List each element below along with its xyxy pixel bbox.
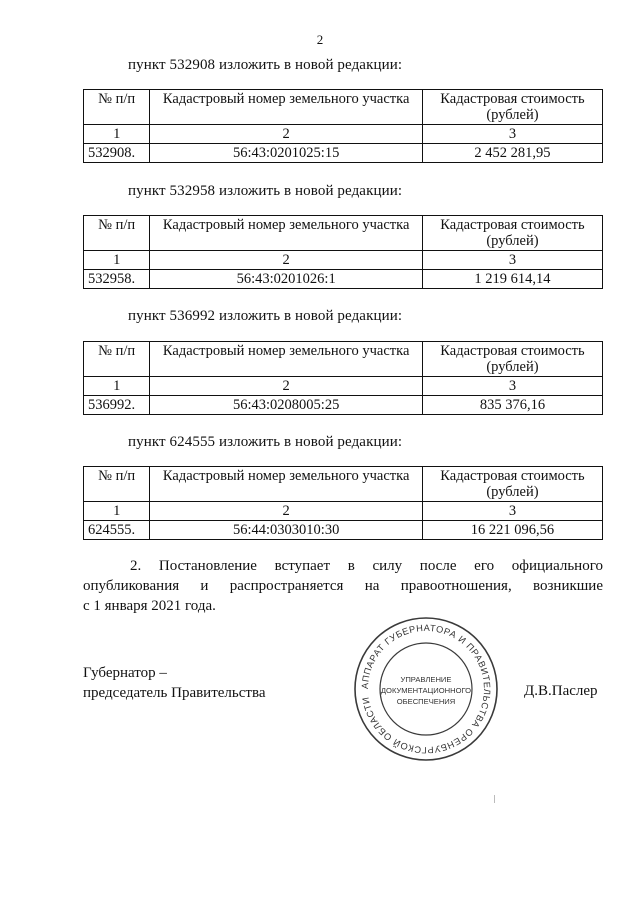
index-cell: 1 [84, 377, 150, 396]
table-row [84, 144, 603, 163]
table-index-row [84, 125, 603, 144]
header-cost: Кадастровая стоимость (рублей) [422, 90, 602, 125]
header-cost: Кадастровая стоимость (рублей) [422, 342, 602, 377]
header-cadastral-number: Кадастровый номер земельного участка [150, 467, 423, 502]
row-num: 536992. [84, 396, 150, 415]
signer-title [83, 663, 266, 703]
item-heading: пункт 532908 изложить в новой редакции: [128, 57, 403, 73]
index-cell: 1 [84, 502, 150, 521]
index-cell: 3 [422, 125, 602, 144]
cadastral-table [83, 89, 603, 163]
official-stamp [352, 615, 500, 763]
index-cell: 3 [422, 377, 602, 396]
row-cadastral-number: 56:43:0201026:1 [150, 270, 423, 289]
header-num: № п/п [84, 90, 150, 125]
item-heading: пункт 532958 изложить в новой редакции: [128, 183, 403, 199]
header-cadastral-number: Кадастровый номер земельного участка [150, 90, 423, 125]
cadastral-table [83, 341, 603, 415]
table-index-row [84, 502, 603, 521]
signer-title-line: председатель Правительства [83, 685, 266, 701]
table-index-row [84, 251, 603, 270]
effective-date-paragraph [83, 556, 603, 616]
row-cost: 835 376,16 [422, 396, 602, 415]
row-cadastral-number: 56:43:0208005:25 [150, 396, 423, 415]
row-cadastral-number: 56:44:0303010:30 [150, 521, 423, 540]
item-heading: пункт 536992 изложить в новой редакции: [128, 308, 403, 324]
header-cadastral-number: Кадастровый номер земельного участка [150, 342, 423, 377]
table-row [84, 270, 603, 289]
index-cell: 3 [422, 502, 602, 521]
item-heading: пункт 624555 изложить в новой редакции: [128, 434, 403, 450]
index-cell: 2 [150, 377, 423, 396]
stamp-center-line: УПРАВЛЕНИЕ [400, 675, 452, 684]
page-number: 2 [316, 32, 324, 47]
cadastral-table [83, 466, 603, 540]
header-num: № п/п [84, 216, 150, 251]
index-cell: 2 [150, 125, 423, 144]
table-index-row [84, 377, 603, 396]
row-cost: 16 221 096,56 [422, 521, 602, 540]
stamp-ring-text: АППАРАТ ГУБЕРНАТОРА И ПРАВИТЕЛЬСТВА ОРЕНБУРГСКОЙ ОБЛАСТИ [359, 622, 493, 756]
header-cost: Кадастровая стоимость (рублей) [422, 467, 602, 502]
signer-title-line: Губернатор – [83, 665, 167, 681]
row-cost: 1 219 614,14 [422, 270, 602, 289]
paragraph-line: 2. Постановление вступает в силу после его официального [130, 558, 603, 574]
row-num: 532908. [84, 144, 150, 163]
signer-name: Д.В.Паслер [524, 683, 598, 699]
header-num: № п/п [84, 467, 150, 502]
table-header-row [84, 467, 603, 502]
table-header-row [84, 90, 603, 125]
header-num: № п/п [84, 342, 150, 377]
index-cell: 2 [150, 251, 423, 270]
table-row [84, 396, 603, 415]
stamp-center-line: ДОКУМЕНТАЦИОННОГО [380, 686, 472, 695]
row-num: 624555. [84, 521, 150, 540]
stamp-center-line: ОБЕСПЕЧЕНИЯ [396, 697, 456, 706]
index-cell: 1 [84, 251, 150, 270]
header-cadastral-number: Кадастровый номер земельного участка [150, 216, 423, 251]
index-cell: 3 [422, 251, 602, 270]
index-cell: 2 [150, 502, 423, 521]
table-header-row [84, 342, 603, 377]
row-cadastral-number: 56:43:0201025:15 [150, 144, 423, 163]
scan-artifact [494, 795, 495, 803]
paragraph-line: опубликования и распространяется на правоотношения, возникшие [83, 578, 603, 594]
index-cell: 1 [84, 125, 150, 144]
header-cost: Кадастровая стоимость (рублей) [422, 216, 602, 251]
row-num: 532958. [84, 270, 150, 289]
row-cost: 2 452 281,95 [422, 144, 602, 163]
paragraph-line: с 1 января 2021 года. [83, 598, 216, 614]
table-header-row [84, 216, 603, 251]
table-row [84, 521, 603, 540]
cadastral-table [83, 215, 603, 289]
